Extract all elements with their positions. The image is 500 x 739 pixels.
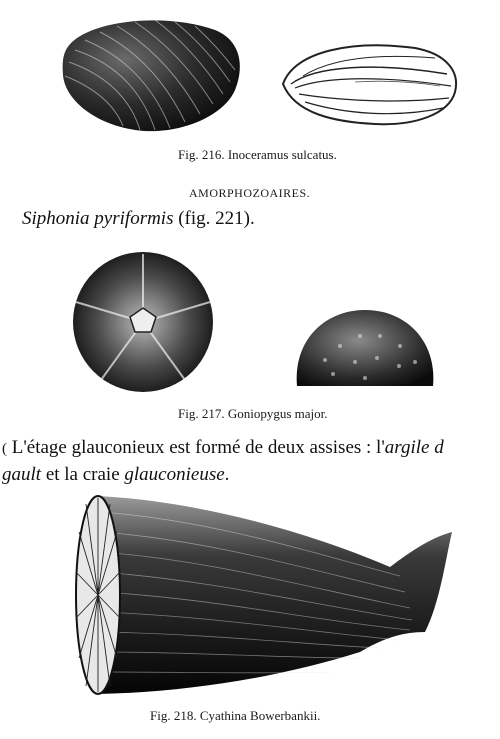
figure-217-caption: Fig. 217. Goniopygus major.	[178, 406, 328, 421]
paragraph-text-3: .	[224, 464, 230, 485]
paragraph-emphasis-2: gault	[2, 464, 42, 485]
figure-216-caption: Fig. 216. Inoceramus sulcatus.	[178, 147, 337, 162]
figure-216-illustration	[55, 10, 465, 140]
species-reference: (fig. 221).	[178, 208, 255, 229]
inoceramus-shell-drawing	[55, 10, 465, 140]
paragraph-text-2: et la craie	[41, 464, 125, 485]
cyathina-coral-drawing	[60, 492, 460, 700]
species-line	[22, 208, 255, 230]
paragraph-emphasis-3: glauconieuse	[124, 464, 225, 485]
paragraph-line-1	[2, 437, 444, 459]
section-heading: AMORPHOZOAIRES.	[189, 186, 311, 200]
figure-217-illustration	[65, 250, 450, 405]
figure-218-illustration	[60, 492, 460, 700]
paragraph-emphasis-1: argile d	[384, 437, 444, 458]
figure-218-caption: Fig. 218. Cyathina Bowerbankii.	[150, 708, 321, 723]
goniopygus-urchin-drawing	[65, 250, 450, 405]
species-name: Siphonia pyriformis	[22, 208, 174, 229]
paragraph-marker: (	[2, 441, 7, 457]
paragraph-line-2	[2, 464, 229, 486]
paragraph-text-1: L'étage glauconieux est formé de deux assises : l'	[11, 437, 385, 458]
